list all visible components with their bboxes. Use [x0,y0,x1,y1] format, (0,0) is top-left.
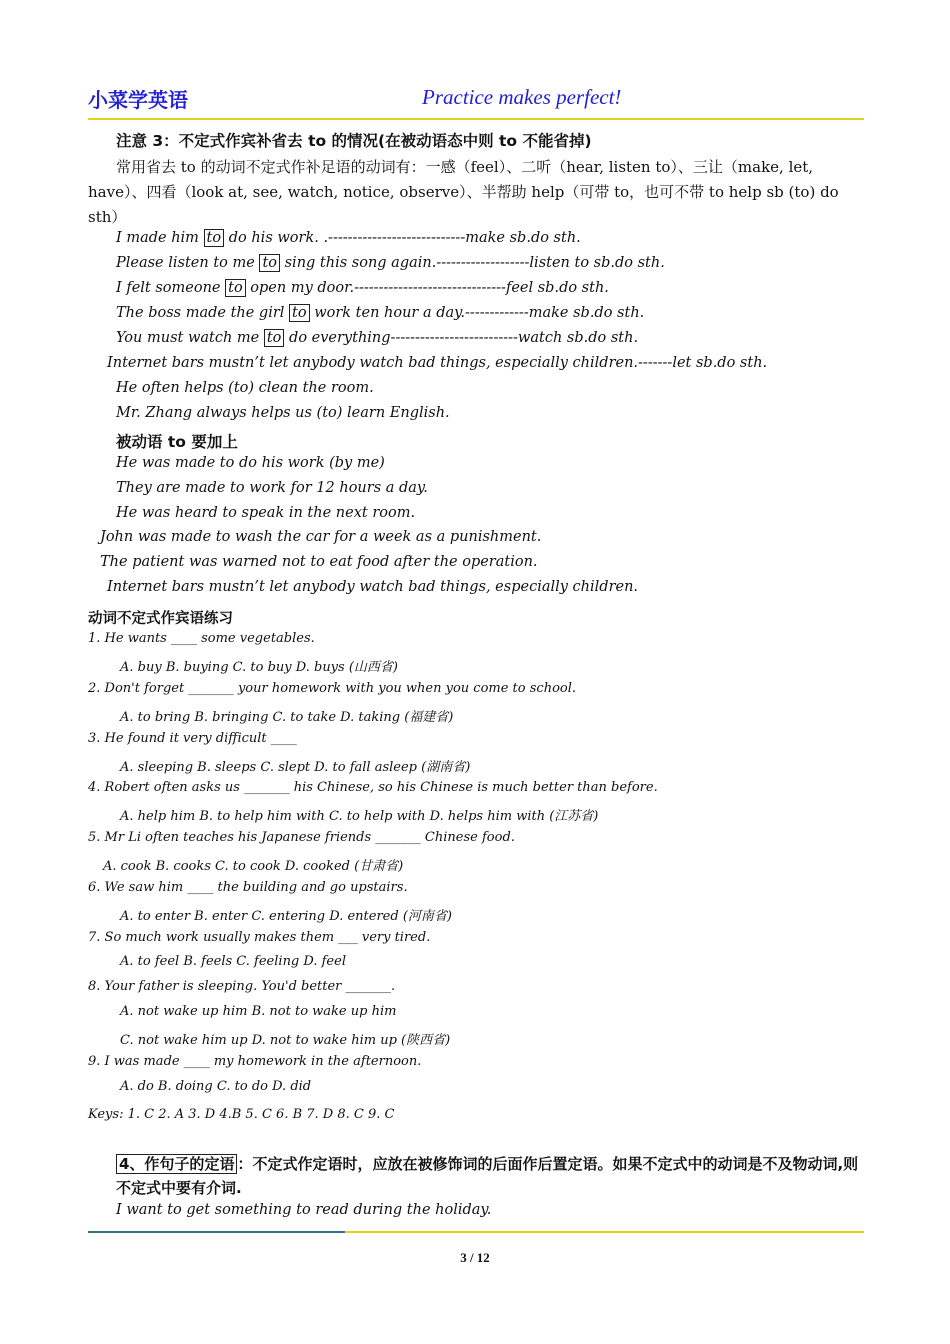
practice-q9-options: A. do B. doing C. to do D. did [120,1079,312,1094]
practice-q8: 8. Your father is sleeping. You'd better _______. [88,979,396,994]
section4-text: ：不定式作定语时，应放在被修饰词的后面作后置定语。如果不定式中的动词是不及物动词,则不定式中要有介词. [116,1155,859,1197]
practice-q5-options: A. cook B. cooks C. to cook D. cooked (甘肃省) [103,859,404,874]
example-internet: Internet bars mustn’t let anybody watch bad things, especially children.-------let sb.do sth. [107,355,768,371]
note3-intro-text: 常用省去 to 的动词不定式作补足语的动词有：一感（feel）、二听（hear, listen to）、三让（make, let, have）、四看（look at, see, watch, notice, observe）、半帮助 help（可带 to，也可不带 to help sb (to) do sth） [88,158,839,226]
practice-q5: 5. Mr Li often teaches his Japanese friends _______ Chinese food. [88,830,515,845]
boxed-to: to [204,229,225,247]
practice-q8-options-ab: A. not wake up him B. not to wake up him [120,1004,397,1019]
boxed-to: to [289,304,310,322]
practice-keys: Keys: 1. C 2. A 3. D 4.B 5. C 6. B 7. D 8. C 9. C [88,1107,395,1122]
boxed-to: to [225,279,246,297]
practice-title: 动词不定式作宾语练习 [88,611,233,627]
header-rule [88,118,864,120]
note3-intro [88,155,866,230]
practice-q9: 9. I was made ____ my homework in the afternoon. [88,1054,422,1069]
boxed-to: to [264,329,285,347]
passive-line-6: Internet bars mustn’t let anybody watch bad things, especially children. [107,579,639,595]
footer-rule-left [88,1231,345,1233]
practice-q7: 7. So much work usually makes them ___ very tired. [88,930,431,945]
passive-line-5: The patient was warned not to eat food after the operation. [100,554,538,570]
practice-q3-options: A. sleeping B. sleeps C. slept D. to fall asleep (湖南省) [120,760,471,775]
passive-line-4: John was made to wash the car for a week as a punishment. [100,529,542,545]
practice-q7-options: A. to feel B. feels C. feeling D. feel [120,954,346,969]
header-site-name: 小菜学英语 [88,88,188,112]
example-help-2: Mr. Zhang always helps us (to) learn English. [116,405,450,421]
example-help-1: He often helps (to) clean the room. [116,380,374,396]
practice-q6-options: A. to enter B. enter C. entering D. entered (河南省) [120,909,452,924]
passive-line-3: He was heard to speak in the next room. [116,505,416,521]
practice-q2-options: A. to bring B. bringing C. to take D. taking (福建省) [120,710,454,725]
passive-title: 被动语 to 要加上 [116,433,238,451]
note3-title: 注意 3：不定式作宾补省去 to 的情况(在被动语态中则 to 不能省掉) [116,132,592,150]
practice-q6: 6. We saw him ____ the building and go upstairs. [88,880,408,895]
practice-q3: 3. He found it very difficult ____ [88,731,297,746]
example-line-4: The boss made the girl to work ten hour a day.-------------make sb.do sth. [116,305,645,321]
section4-paragraph [116,1152,866,1200]
example-line-2: Please listen to me to sing this song again.-------------------listen to sb.do sth. [116,255,665,271]
header-motto: Practice makes perfect! [422,85,622,109]
passive-line-2: They are made to work for 12 hours a day. [116,480,428,496]
page-number: 3 / 12 [460,1250,490,1265]
passive-line-1: He was made to do his work (by me) [116,455,385,471]
boxed-to: to [259,254,280,272]
footer-rule-right [345,1231,864,1233]
practice-q1: 1. He wants ____ some vegetables. [88,631,315,646]
practice-q1-options: A. buy B. buying C. to buy D. buys (山西省) [120,660,398,675]
example-line-1: I made him to do his work. .----------------------------make sb.do sth. [116,230,581,246]
example-line-3: I felt someone to open my door.-------------------------------feel sb.do sth. [116,280,609,296]
section4-heading: 4、作句子的定语 [116,1154,237,1174]
example-line-5: You must watch me to do everything--------------------------watch sb.do sth. [116,330,639,346]
practice-q8-options-cd: C. not wake him up D. not to wake him up (陕西省) [120,1033,451,1048]
practice-q2: 2. Don't forget _______ your homework with you when you come to school. [88,681,577,696]
practice-q4: 4. Robert often asks us _______ his Chinese, so his Chinese is much better than before. [88,780,658,795]
practice-q4-options: A. help him B. to help him with C. to help with D. helps him with (江苏省) [120,809,599,824]
section4-example: I want to get something to read during the holiday. [116,1202,492,1218]
